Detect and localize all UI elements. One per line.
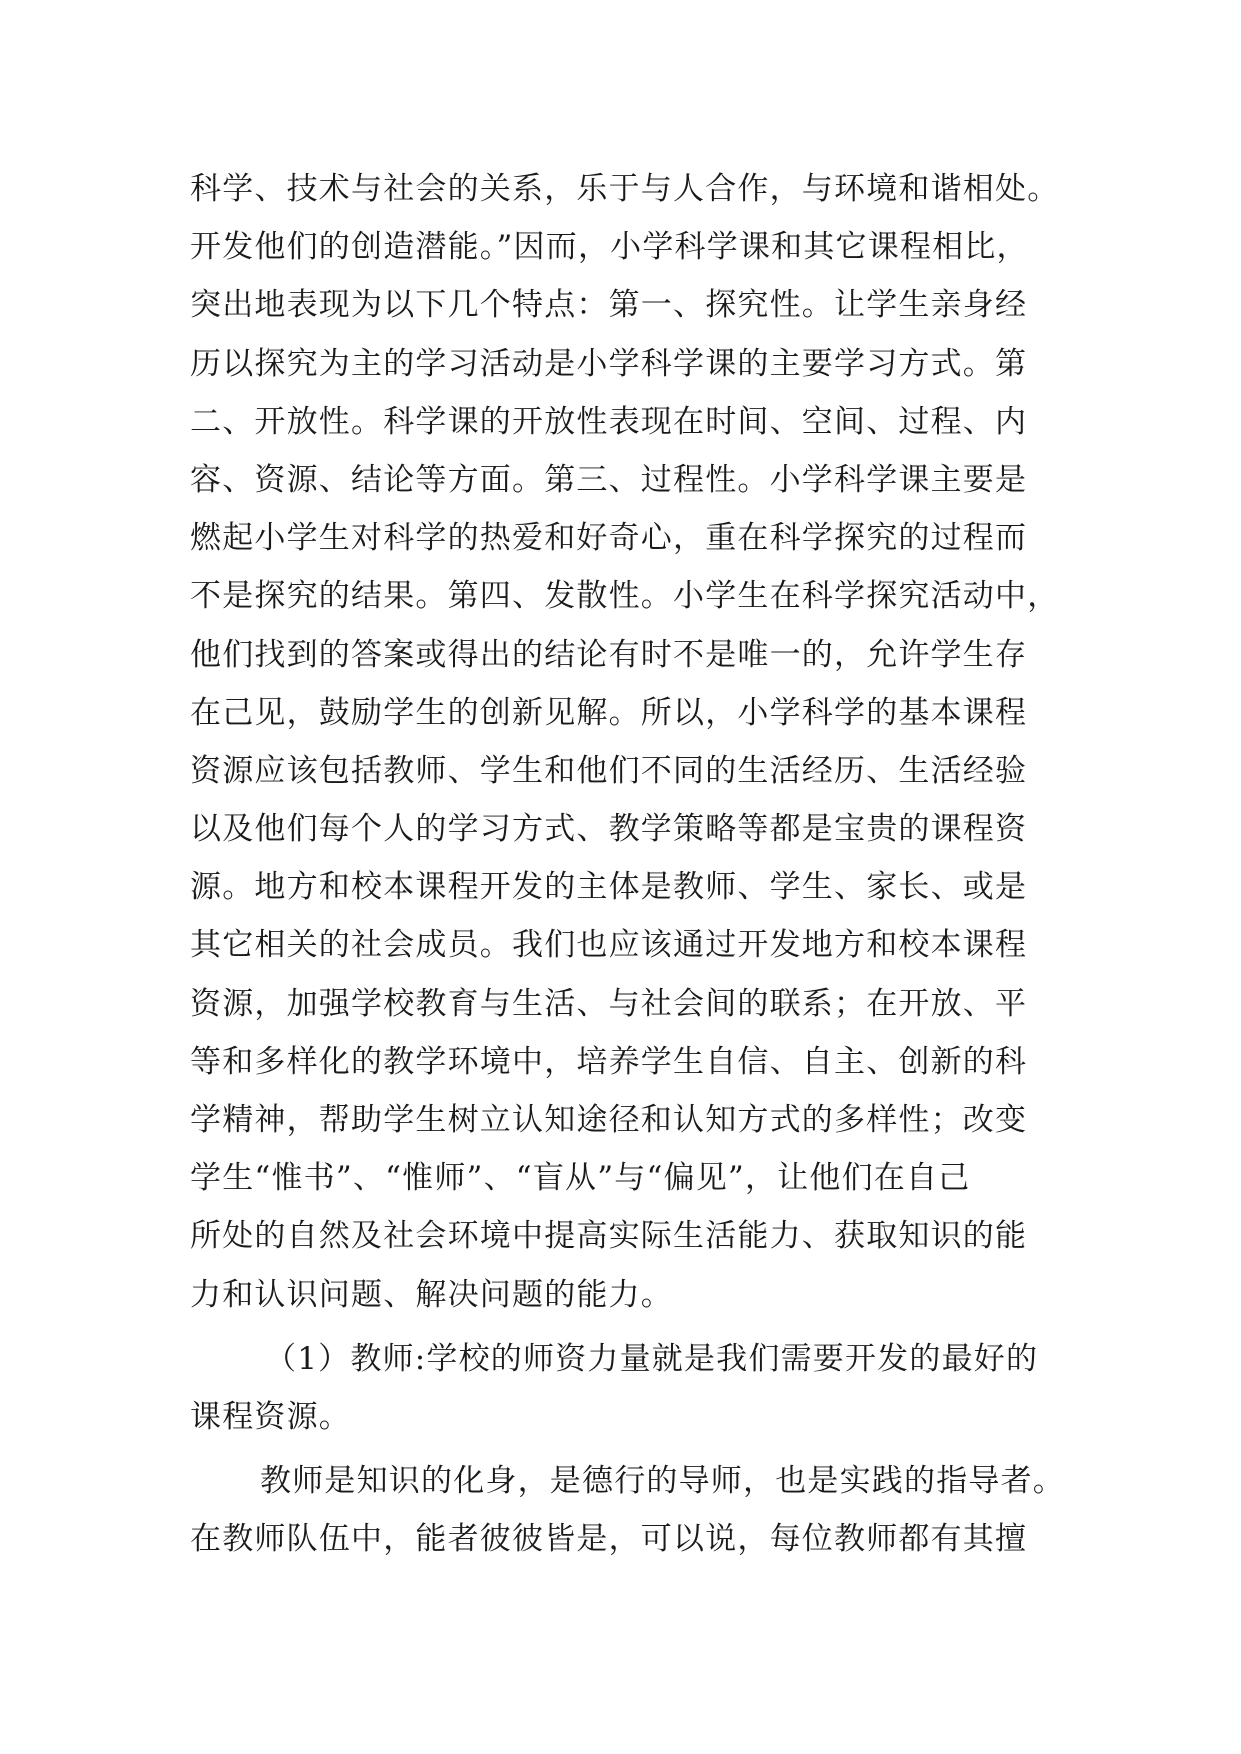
heading-line: （1）教师:学校的师资力量就是我们需要开发的最好的 (265, 1340, 1039, 1377)
text-line: 学精神，帮助学生树立认知途径和认知方式的多样性；改变 (190, 1102, 1028, 1138)
text-line: 不是探究的结果。第四、发散性。小学生在科学探究活动中， (190, 578, 1060, 615)
paragraph-1 (190, 160, 1060, 1324)
text-line: 等和多样化的教学环境中，培养学生自信、自主、创新的科 (190, 1043, 1028, 1080)
text-line: 历以探究为主的学习活动是小学科学课的主要学习方式。第 (190, 345, 1028, 382)
text-line: 科学、技术与社会的关系，乐于与人合作，与环境和谐相处。 (190, 171, 1060, 207)
section-heading-teacher (190, 1330, 1050, 1446)
text-line: 教师是知识的化身，是德行的导师，也是实践的指导者。 (260, 1463, 1065, 1500)
heading-line: 课程资源。 (190, 1398, 351, 1435)
text-line: 所处的自然及社会环境中提高实际生活能力、获取知识的能 (190, 1218, 1028, 1255)
text-line: 以及他们每个人的学习方式、教学策略等都是宝贵的课程资 (190, 811, 1028, 848)
text-line: 资源应该包括教师、学生和他们不同的生活经历、生活经验 (190, 752, 1028, 789)
text-line: 二、开放性。科学课的开放性表现在时间、空间、过程、内 (190, 403, 1028, 440)
paragraph-2 (190, 1452, 1065, 1568)
text-line: 容、资源、结论等方面。第三、过程性。小学科学课主要是 (190, 461, 1028, 498)
text-line: 在己见，鼓励学生的创新见解。所以，小学科学的基本课程 (190, 694, 1028, 731)
document-body (190, 160, 1065, 1569)
text-line: 在教师队伍中，能者彼彼皆是，可以说，每位教师都有其擅 (190, 1521, 1028, 1558)
text-line: 他们找到的答案或得出的结论有时不是唯一的，允许学生存 (190, 636, 1028, 673)
text-line: 学生“惟书”、“惟师”、“盲从”与“偏见”，让他们在自己 (190, 1160, 971, 1197)
text-line: 资源，加强学校教育与生活、与社会间的联系；在开放、平 (190, 985, 1028, 1022)
text-line: 其它相关的社会成员。我们也应该通过开发地方和校本课程 (190, 927, 1028, 964)
text-line: 突出地表现为以下几个特点：第一、探究性。让学生亲身经 (190, 287, 1028, 324)
text-line: 开发他们的创造潜能。”因而，小学科学课和其它课程相比， (190, 229, 1029, 266)
text-line: 力和认识问题、解决问题的能力。 (190, 1276, 673, 1313)
text-line: 源。地方和校本课程开发的主体是教师、学生、家长、或是 (190, 869, 1028, 906)
text-line: 燃起小学生对科学的热爱和好奇心，重在科学探究的过程而 (190, 520, 1028, 557)
